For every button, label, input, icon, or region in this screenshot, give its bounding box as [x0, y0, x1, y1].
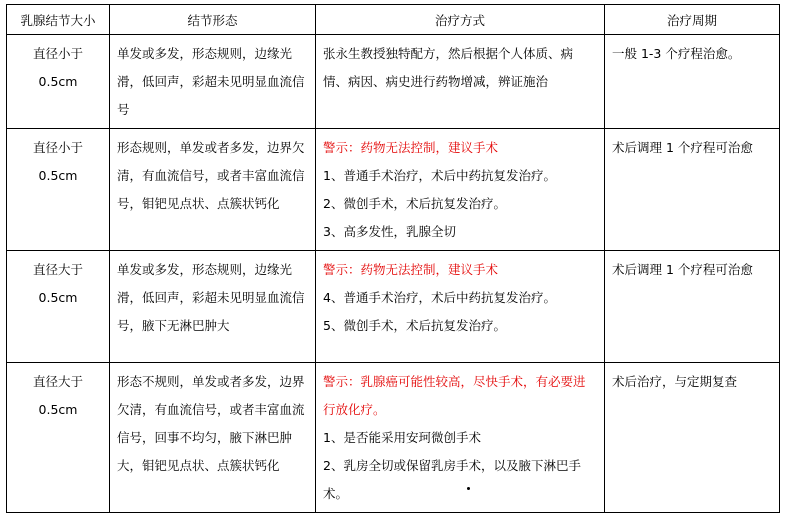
table-row — [7, 35, 780, 129]
size-line: 0.5cm — [38, 290, 78, 305]
header-treatment: 治疗方式 — [316, 5, 605, 35]
treatment-line: 5、微创手术，术后抗复发治疗。 — [323, 318, 506, 333]
cycle-cell: 术后治疗，与定期复查 — [605, 363, 780, 513]
treatment-cell — [316, 251, 605, 363]
treatment-line: 3、高多发性，乳腺全切 — [323, 224, 456, 239]
table-row — [7, 129, 780, 251]
size-cell — [7, 35, 110, 129]
table-row — [7, 251, 780, 363]
size-line: 直径大于 — [32, 262, 83, 277]
morphology-cell: 单发或多发，形态规则，边缘光滑，低回声，彩超未见明显血流信号，腋下无淋巴肿大 — [110, 251, 316, 363]
warning-text: 警示：乳腺癌可能性较高，尽快手术，有必要进行放化疗。 — [323, 374, 586, 417]
size-line: 直径大于 — [32, 374, 83, 389]
warning-text: 警示：药物无法控制，建议手术 — [323, 262, 499, 277]
warning-text: 警示：药物无法控制，建议手术 — [323, 140, 499, 155]
size-cell — [7, 129, 110, 251]
header-cycle: 治疗周期 — [605, 5, 780, 35]
cycle-cell: 一般 1-3 个疗程治愈。 — [605, 35, 780, 129]
treatment-line: 4、普通手术治疗，术后中药抗复发治疗。 — [323, 290, 556, 305]
treatment-line: 2、微创手术，术后抗复发治疗。 — [323, 196, 506, 211]
header-row — [7, 5, 780, 35]
size-line: 0.5cm — [38, 402, 78, 417]
treatment-cell — [316, 129, 605, 251]
treatment-line: 1、普通手术治疗，术后中药抗复发治疗。 — [323, 168, 556, 183]
morphology-cell: 单发或多发，形态规则，边缘光滑，低回声，彩超未见明显血流信号 — [110, 35, 316, 129]
treatment-table — [6, 4, 780, 513]
treatment-cell — [316, 35, 605, 129]
size-line: 直径小于 — [32, 140, 83, 155]
treatment-line: 张永生教授独特配方，然后根据个人体质、病情、病因、病史进行药物增减，辨证施治 — [323, 46, 574, 89]
treatment-line: 1、是否能采用安珂微创手术 — [323, 430, 481, 445]
header-size: 乳腺结节大小 — [7, 5, 110, 35]
morphology-cell: 形态规则，单发或者多发，边界欠清，有血流信号，或者丰富血流信号，钼钯见点状、点簇状钙化 — [110, 129, 316, 251]
size-line: 0.5cm — [38, 168, 78, 183]
table-row — [7, 363, 780, 513]
stray-dot — [467, 487, 470, 490]
treatment-line: 2、乳房全切或保留乳房手术，以及腋下淋巴手术。 — [323, 458, 581, 501]
cycle-cell: 术后调理 1 个疗程可治愈 — [605, 129, 780, 251]
treatment-cell — [316, 363, 605, 513]
size-line: 直径小于 — [32, 46, 83, 61]
size-cell — [7, 251, 110, 363]
size-cell — [7, 363, 110, 513]
cycle-cell: 术后调理 1 个疗程可治愈 — [605, 251, 780, 363]
header-morphology: 结节形态 — [110, 5, 316, 35]
size-line: 0.5cm — [38, 74, 78, 89]
morphology-cell: 形态不规则，单发或者多发，边界欠清，有血流信号，或者丰富血流信号，回事不均匀，腋下淋巴肿大，钼钯见点状、点簇状钙化 — [110, 363, 316, 513]
